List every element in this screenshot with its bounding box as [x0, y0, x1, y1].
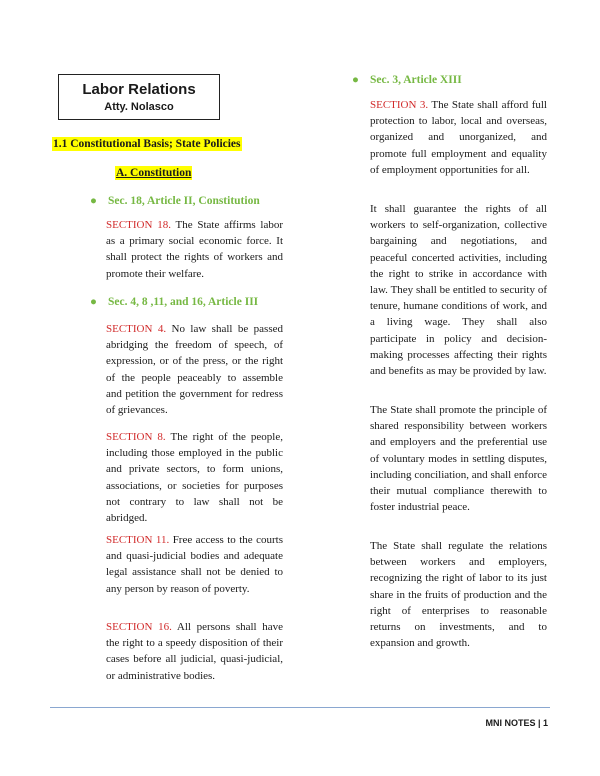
section-text: The right of the people, including those employed in the public and private sectors, to form unions, associations, or societies for purposes not contrary to law shall not be abridged. [106, 431, 283, 525]
section-text: Free access to the courts and quasi-judicial bodies and adequate legal assistance shall not be denied to any person by reason of poverty. [106, 534, 283, 595]
section-label: SECTION 16. [106, 621, 172, 633]
paragraph-section-18 [106, 217, 283, 282]
bullet-sec18 [90, 194, 260, 208]
paragraph-regulate-relations: The State shall regulate the relations between workers and employers, recognizing the right of labor to its just share in the fruits of production and the right of enterprises to reasonable returns on investments, and to expansion and growth. [370, 540, 547, 650]
bullet-label: Sec. 18, Article II, Constitution [108, 195, 260, 207]
doc-author: Atty. Nolasco [104, 101, 174, 113]
section-label: SECTION 4. [106, 323, 167, 335]
section-label: SECTION 3. [370, 99, 429, 111]
footer-rule [50, 707, 550, 708]
section-text: The State affirms labor as a primary social economic force. It shall protect the rights of workers and promote their welfare. [106, 219, 283, 280]
paragraph-shared-responsibility: The State shall promote the principle of shared responsibility between workers and employers and the preferential use of voluntary modes in settling disputes, including conciliation, and shall enforce their mutual compliance therewith to foster industrial peace. [370, 404, 547, 514]
section-label: SECTION 11. [106, 534, 170, 546]
paragraph-section-8 [106, 429, 283, 526]
section-heading: 1.1 Constitutional Basis; State Policies [53, 138, 241, 150]
bullet-dot-icon: ● [90, 296, 97, 308]
bullet-label: Sec. 4, 8 ,11, and 16, Article III [108, 296, 259, 308]
section-text: No law shall be passed abridging the freedom of speech, of expression, or of the press, or the right of the people peaceably to assemble and petition the government for redress of grievances. [106, 323, 283, 417]
doc-title: Labor Relations [82, 81, 196, 98]
title-box [58, 74, 220, 120]
bullet-sec3-art13 [352, 73, 462, 87]
section-label: SECTION 18. [106, 219, 171, 231]
section-text: All persons shall have the right to a speedy disposition of their cases before all judicial, quasi-judicial, or administrative bodies. [106, 621, 283, 682]
paragraph-section-11 [106, 532, 283, 597]
paragraph-section-4 [106, 321, 283, 418]
bullet-dot-icon: ● [352, 74, 359, 86]
section-text: The State shall afford full protection to labor, local and overseas, organized and unorganized, and promote full employment and equality of employment opportunities for all. [370, 99, 547, 176]
subheading: A. Constitution [116, 167, 192, 179]
paragraph-rights: It shall guarantee the rights of all workers to self-organization, collective bargaining and negotiations, and peaceful concerted activities, including the right to strike in accordance with law. They shall be entitled to security of tenure, humane conditions of work, and a living wage. They shall also participate in policy and decision-making processes affecting their rights and benefits as may be provided by law. [370, 203, 547, 378]
bullet-label: Sec. 3, Article XIII [370, 74, 462, 86]
section-label: SECTION 8. [106, 431, 166, 443]
bullet-sec4-8-11-16 [90, 295, 258, 309]
paragraph-section-16 [106, 619, 283, 684]
footer-page-label: MNI NOTES | 1 [485, 718, 548, 728]
bullet-dot-icon: ● [90, 195, 97, 207]
paragraph-section-3 [370, 97, 547, 178]
